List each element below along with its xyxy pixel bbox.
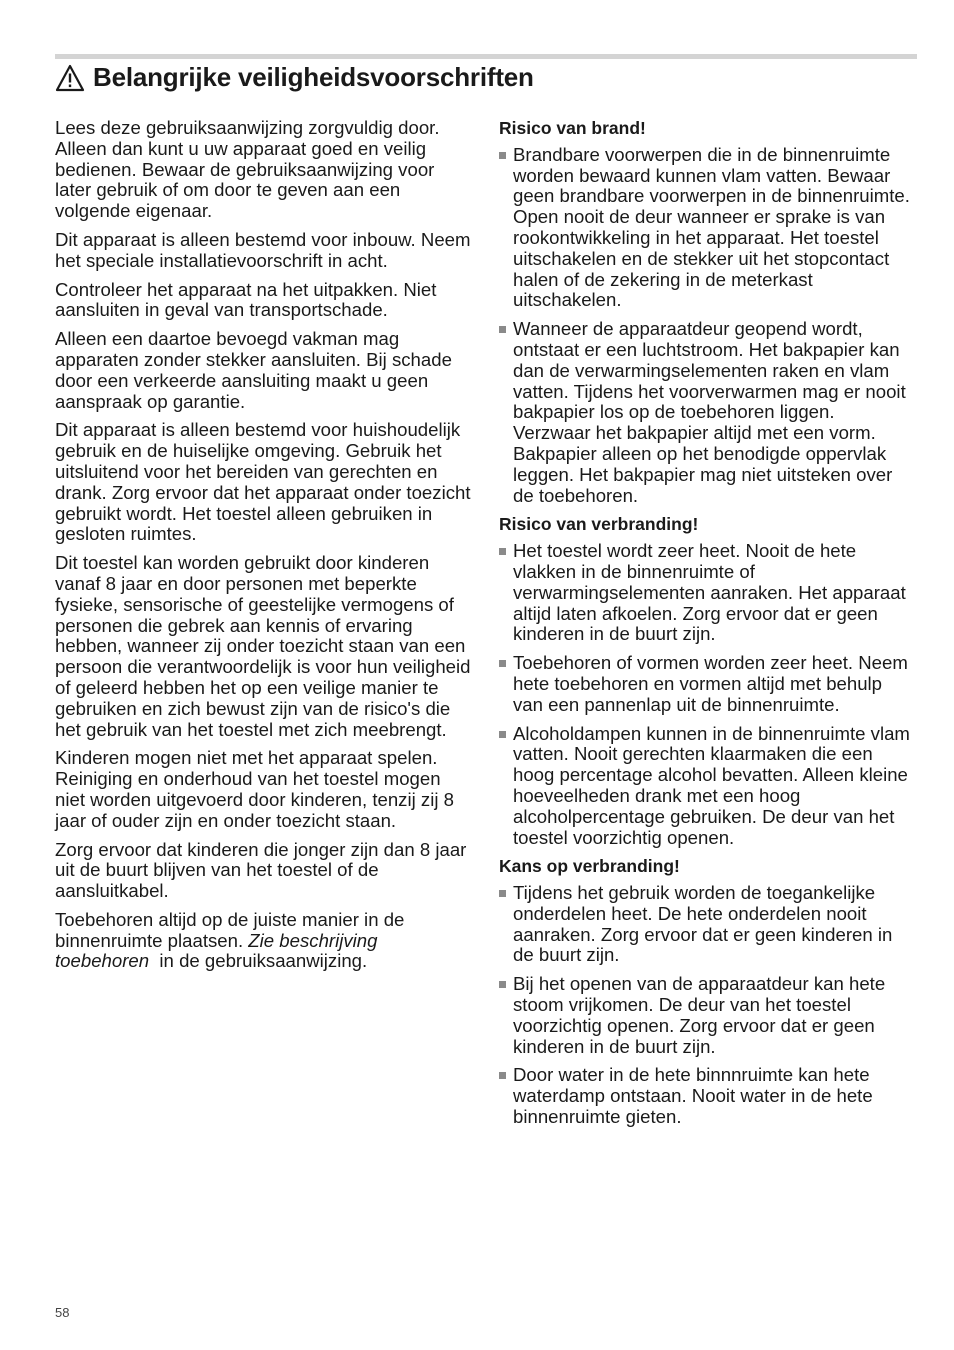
warning-triangle-icon [55,64,85,92]
household-use-paragraph: Dit apparaat is alleen bestemd voor huishoudelijk gebruik en de huiselijke omgeving. Gebruik het uitsluitend voor het bereiden van gerechten en drank. Zorg ervoor dat het apparaat onder toezicht gebruikt wordt. Het toestel alleen gebruiken in gesloten ruimtes. [55,419,471,545]
page-title [55,62,917,93]
square-bullet-icon [499,890,506,897]
accessories-paragraph [55,910,475,972]
page-number: 58 [55,1305,70,1320]
list-item-text: Alcoholdampen kunnen in de binnenruimte vlam vatten. Nooit gerechten klaarmaken die een hoog percentage alcohol bevatten. Alleen kleine hoeveelheden drank met een hoog alcoholpercentage gebruiken. De deur van het toestel voorzichtig openen. [513,722,910,848]
list-item [499,145,917,311]
square-bullet-icon [499,660,506,667]
top-rule [55,54,917,59]
children-play-paragraph: Kinderen mogen niet met het apparaat spelen. Reiniging en onderhoud van het toestel mogen niet worden uitgevoerd door kinderen, tenzij zij 8 jaar of ouder zijn en onder toezicht staan. [55,747,454,831]
burn-risk-list [499,541,917,848]
right-column [499,118,917,1136]
square-bullet-icon [499,981,506,988]
accessories-reference: Zie beschrijving toebehoren [55,929,378,972]
list-item [499,883,917,966]
fire-risk-list [499,145,917,507]
children-supervision-paragraph: Dit toestel kan worden gebruikt door kinderen vanaf 8 jaar en door personen met beperkte fysieke, sensorische of geestelijke vermogens of personen die gebrek aan kennis of ervaring hebben, wanneer zij onder toezicht staan van een persoon die verantwoordelijk is voor hun veiligheid of geleerd hebben het op een veilige manier te gebruiken en zich bewust zijn van de risico's die het gebruik van het toestel met zich meebrengt. [55,552,471,740]
section-heading-fire: Risico van brand! [499,118,646,138]
transport-damage-paragraph: Controleer het apparaat na het uitpakken. Niet aansluiten in geval van transportschade. [55,278,437,321]
section-heading-burn-risk: Risico van verbranding! [499,514,699,535]
page-title-text: Belangrijke veiligheidsvoorschriften [93,62,534,92]
square-bullet-icon [499,152,506,159]
list-item [499,653,917,715]
list-item [499,1065,917,1127]
left-column [55,118,475,980]
square-bullet-icon [499,731,506,738]
list-item-text: Door water in de hete binnnruimte kan hete waterdamp ontstaan. Nooit water in de hete binnenruimte gieten. [513,1064,873,1128]
list-item-text: Wanneer de apparaatdeur geopend wordt, ontstaat er een luchtstroom. Het bakpapier kan dan de verwarmingselementen raken en vlam vatten. Tijdens het voorverwarmen mag er nooit bakpapier los op de toebehoren liggen. Verzwaar het bakpapier altijd met een vorm. Bakpapier alleen op het benodigde oppervlak leggen. Het bakpapier mag niet uitsteken over de toebehoren. [513,318,906,506]
accessories-text: Toebehoren altijd op de juiste manier in de binnenruimte plaatsen. [55,908,405,951]
children-distance-paragraph: Zorg ervoor dat kinderen die jonger zijn dan 8 jaar uit de buurt blijven van het toestel of de aansluitkabel. [55,838,467,902]
list-item [499,974,917,1057]
electrician-paragraph: Alleen een daartoe bevoegd vakman mag apparaten zonder stekker aansluiten. Bij schade door een verkeerde aansluiting maakt u geen aanspraak op garantie. [55,328,452,412]
square-bullet-icon [499,548,506,555]
list-item [499,724,917,849]
burn-chance-list [499,883,917,1128]
section-heading-burn-chance: Kans op verbranding! [499,856,680,877]
list-item-text: Toebehoren of vormen worden zeer heet. Neem hete toebehoren en vormen altijd met behulp van een pannenlap uit de binnenruimte. [513,652,908,715]
list-item [499,541,917,645]
list-item [499,319,917,506]
accessories-text-end: in de gebruiksaanwijzing. [149,950,368,972]
square-bullet-icon [499,326,506,333]
square-bullet-icon [499,1072,506,1079]
intro-paragraph: Lees deze gebruiksaanwijzing zorgvuldig door. Alleen dan kunt u uw apparaat goed en veilig bedienen. Bewaar de gebruiksaanwijzing voor later gebruik of om door te geven aan een volgende eigenaar. [55,117,440,222]
list-item-text: Het toestel wordt zeer heet. Nooit de hete vlakken in de binnenruimte of verwarmingselementen aanraken. Het apparaat altijd laten afkoelen. Zorg ervoor dat er geen kinderen in de buurt zijn. [513,540,906,645]
list-item-text: Tijdens het gebruik worden de toegankelijke onderdelen heet. De hete onderdelen nooit aanraken. Zorg ervoor dat er geen kinderen in de buurt zijn. [513,882,893,966]
list-item-text: Brandbare voorwerpen die in de binnenruimte worden bewaard kunnen vlam vatten. Bewaar geen brandbare voorwerpen in de binnenruimte. Open nooit de deur wanneer er sprake is van rookontwikkeling in het apparaat. Het toestel uitschakelen en de stekker uit het stopcontact halen of de zekering in de meterkast uitschakelen. [513,143,910,311]
list-item-text: Bij het openen van de apparaatdeur kan hete stoom vrijkomen. De deur van het toestel voorzichtig openen. Zorg ervoor dat er geen kinderen in de buurt zijn. [513,973,886,1057]
installation-paragraph: Dit apparaat is alleen bestemd voor inbouw. Neem het speciale installatievoorschrift in acht. [55,228,471,271]
